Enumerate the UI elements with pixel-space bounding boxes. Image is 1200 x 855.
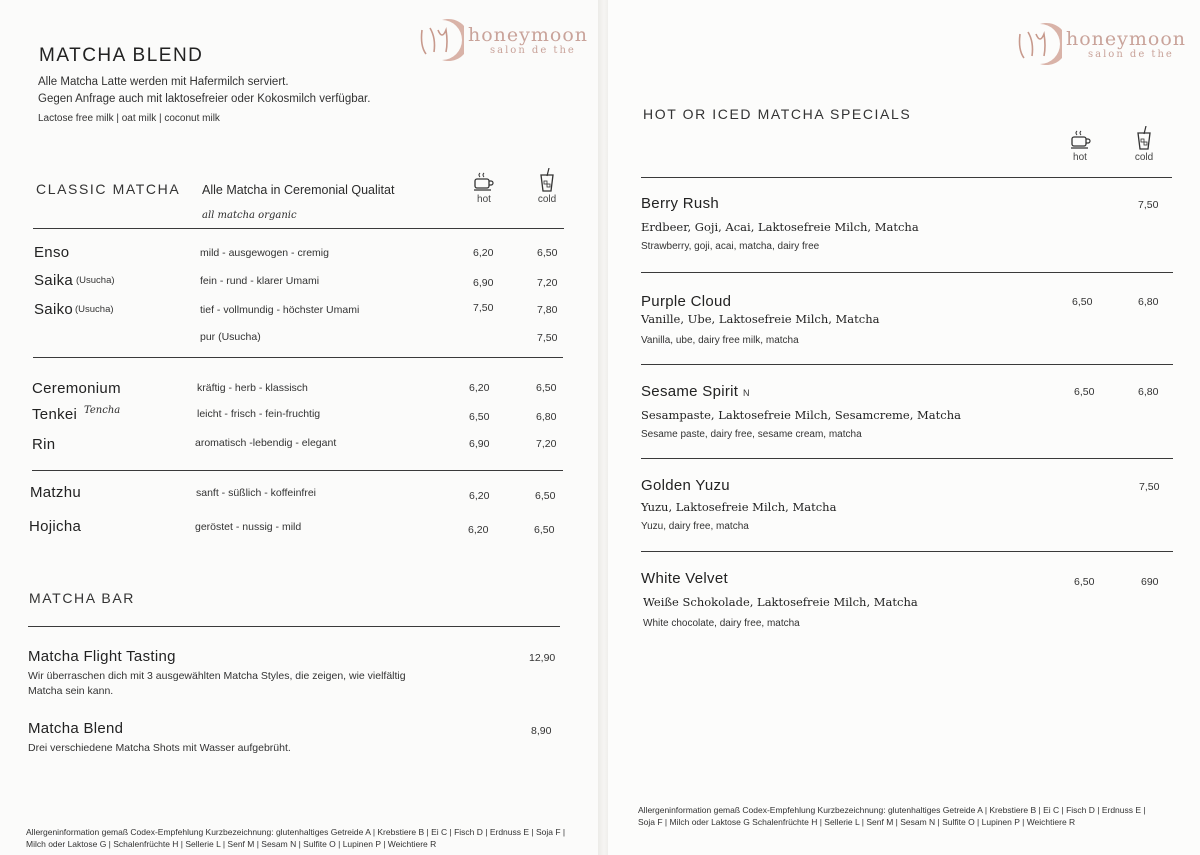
divider bbox=[33, 357, 563, 358]
item-name: Matzhu bbox=[30, 484, 81, 501]
hot-price: 6,20 bbox=[468, 524, 489, 536]
hot-column-label: hot bbox=[477, 194, 491, 205]
item-ingredients: Sesampaste, Laktosefreie Milch, Sesamcreme, Matcha bbox=[641, 408, 961, 422]
item-name: Sesame Spirit bbox=[641, 383, 739, 400]
intro-line-1: Alle Matcha Latte werden mit Hafermilch serviert. bbox=[38, 76, 289, 88]
cold-price: 7,50 bbox=[1138, 199, 1159, 211]
brand-logo bbox=[412, 16, 588, 64]
cold-price: 6,50 bbox=[537, 247, 558, 259]
hot-price: 7,50 bbox=[473, 302, 494, 314]
item-name: Berry Rush bbox=[641, 195, 720, 212]
item-name: Purple Cloud bbox=[641, 293, 732, 310]
item-english: Yuzu, dairy free, matcha bbox=[641, 521, 749, 532]
cold-price: 7,20 bbox=[536, 438, 557, 450]
item-english: Sesame paste, dairy free, sesame cream, matcha bbox=[641, 429, 862, 440]
cold-price: 6,50 bbox=[536, 382, 557, 394]
moon-logo-icon bbox=[412, 16, 464, 64]
item-name: Hojicha bbox=[29, 518, 82, 535]
hot-price: 6,50 bbox=[469, 411, 490, 423]
cold-column-label: cold bbox=[1134, 152, 1154, 163]
item-name: Enso bbox=[34, 244, 70, 261]
item-name: Ceremonium bbox=[32, 380, 121, 397]
hot-cup-icon bbox=[1070, 130, 1092, 150]
item-tag: (Usucha) bbox=[75, 304, 114, 315]
item-description: aromatisch -lebendig - elegant bbox=[195, 437, 337, 449]
item-name: White Velvet bbox=[641, 570, 728, 587]
item-description: tief - vollmundig - höchster Umami bbox=[200, 304, 360, 316]
divider bbox=[33, 228, 564, 229]
cold-price: 7,50 bbox=[537, 332, 558, 344]
divider bbox=[641, 458, 1173, 459]
item-description: sanft - süßlich - koffeinfrei bbox=[196, 487, 317, 499]
brand-name: honeymoon bbox=[468, 23, 589, 46]
iced-glass-icon bbox=[1136, 126, 1152, 150]
item-name: Tenkei bbox=[32, 406, 78, 423]
hot-price: 6,20 bbox=[469, 490, 490, 502]
moon-logo-icon bbox=[1010, 20, 1062, 68]
brand-name: honeymoon bbox=[1066, 27, 1187, 50]
cold-price: 6,80 bbox=[536, 411, 557, 423]
cold-price: 690 bbox=[1141, 576, 1159, 588]
item-name: Golden Yuzu bbox=[641, 477, 730, 494]
item-english: Vanilla, ube, dairy free milk, matcha bbox=[641, 335, 799, 346]
hot-price: 6,90 bbox=[469, 438, 490, 450]
item-ingredients: Yuzu, Laktosefreie Milch, Matcha bbox=[641, 500, 837, 514]
cold-price: 7,80 bbox=[537, 304, 558, 316]
item-description: fein - rund - klarer Umami bbox=[200, 275, 320, 287]
divider bbox=[32, 470, 563, 471]
organic-note: all matcha organic bbox=[202, 210, 297, 221]
allergen-info: Allergeninformation gemaß Codex-Empfehlung Kurzbezeichnung: glutenhaltiges Getreide A | Krebstiere B | Ei C | Fisch D | Erdnuss E | Soja F | Milch oder Laktose G Schalenfrüchte H | Sellerie L | Senf M | Sesam N | Sulfite O | Lupinen P | Weichtiere R bbox=[638, 805, 1146, 827]
hot-cup-icon bbox=[473, 172, 495, 192]
item-ingredients: Weiße Schokolade, Laktosefreie Milch, Matcha bbox=[643, 595, 918, 609]
quality-note: Alle Matcha in Ceremonial Qualitat bbox=[202, 183, 395, 197]
item-tag: Tencha bbox=[84, 405, 121, 416]
item-description: geröstet - nussig - mild bbox=[195, 521, 302, 533]
item-name: Saika bbox=[34, 272, 74, 289]
item-description: kräftig - herb - klassisch bbox=[197, 382, 308, 394]
item-english: Strawberry, goji, acai, matcha, dairy free bbox=[641, 241, 820, 252]
item-description: mild - ausgewogen - cremig bbox=[200, 247, 329, 259]
price: 8,90 bbox=[531, 725, 552, 737]
cold-column-label: cold bbox=[537, 194, 557, 205]
brand-logo bbox=[1010, 20, 1186, 68]
hot-price: 6,20 bbox=[473, 247, 494, 259]
allergen-tag: N bbox=[743, 388, 750, 398]
item-description: leicht - frisch - fein-fruchtig bbox=[197, 408, 321, 420]
divider bbox=[28, 626, 560, 627]
cold-price: 6,80 bbox=[1138, 296, 1159, 308]
cold-price: 6,50 bbox=[535, 490, 556, 502]
hot-price: 6,50 bbox=[1072, 296, 1093, 308]
divider bbox=[641, 177, 1172, 178]
matcha-bar-heading: MATCHA BAR bbox=[29, 590, 135, 606]
item-description: Wir überraschen dich mit 3 ausgewählten Matcha Styles, die zeigen, wie vielfältig bbox=[28, 670, 406, 682]
price: 12,90 bbox=[529, 652, 556, 664]
item-ingredients: Erdbeer, Goji, Acai, Laktosefreie Milch, Matcha bbox=[641, 220, 919, 234]
item-description: pur (Usucha) bbox=[200, 331, 261, 343]
item-english: White chocolate, dairy free, matcha bbox=[643, 618, 800, 629]
hot-price: 6,50 bbox=[1074, 576, 1095, 588]
iced-glass-icon bbox=[539, 168, 555, 192]
divider bbox=[641, 364, 1173, 365]
hot-price: 6,20 bbox=[469, 382, 490, 394]
item-description-cont: Matcha sein kann. bbox=[28, 685, 114, 697]
cold-price: 6,80 bbox=[1138, 386, 1159, 398]
brand-subtitle: salon de the bbox=[1088, 48, 1174, 60]
cold-price: 7,50 bbox=[1139, 481, 1160, 493]
hot-price: 6,90 bbox=[473, 277, 494, 289]
divider bbox=[641, 551, 1173, 552]
classic-matcha-heading: CLASSIC MATCHA bbox=[36, 181, 181, 197]
page-title: MATCHA BLEND bbox=[39, 45, 204, 66]
item-ingredients: Vanille, Ube, Laktosefreie Milch, Matcha bbox=[641, 312, 880, 326]
item-name: Rin bbox=[32, 436, 56, 453]
item-name: Matcha Flight Tasting bbox=[28, 648, 176, 665]
right-menu-page bbox=[608, 0, 1200, 855]
item-tag: (Usucha) bbox=[76, 275, 115, 286]
allergen-info: Allergeninformation gemaß Codex-Empfehlung Kurzbezeichnung: glutenhaltiges Getreide A | Krebstiere B | Ei C | Fisch D | Erdnuss E | Soja F | Milch oder Laktose G | Schalenfrüchte H | Sellerie L | Senf M | Sesam N | Sulfite O | Lupinen P | Weichtiere R bbox=[26, 827, 566, 849]
cold-price: 7,20 bbox=[537, 277, 558, 289]
intro-line-3: Lactose free milk | oat milk | coconut milk bbox=[38, 113, 220, 124]
item-name: Matcha Blend bbox=[28, 720, 124, 737]
item-description: Drei verschiedene Matcha Shots mit Wasser aufgebrüht. bbox=[28, 742, 291, 754]
brand-subtitle: salon de the bbox=[490, 44, 576, 56]
specials-heading: HOT OR ICED MATCHA SPECIALS bbox=[643, 106, 912, 122]
intro-line-2: Gegen Anfrage auch mit laktosefreier oder Kokosmilch verfügbar. bbox=[38, 93, 371, 105]
item-name: Saiko bbox=[34, 301, 74, 318]
hot-price: 6,50 bbox=[1074, 386, 1095, 398]
cold-price: 6,50 bbox=[534, 524, 555, 536]
divider bbox=[641, 272, 1173, 273]
hot-column-label: hot bbox=[1073, 152, 1087, 163]
